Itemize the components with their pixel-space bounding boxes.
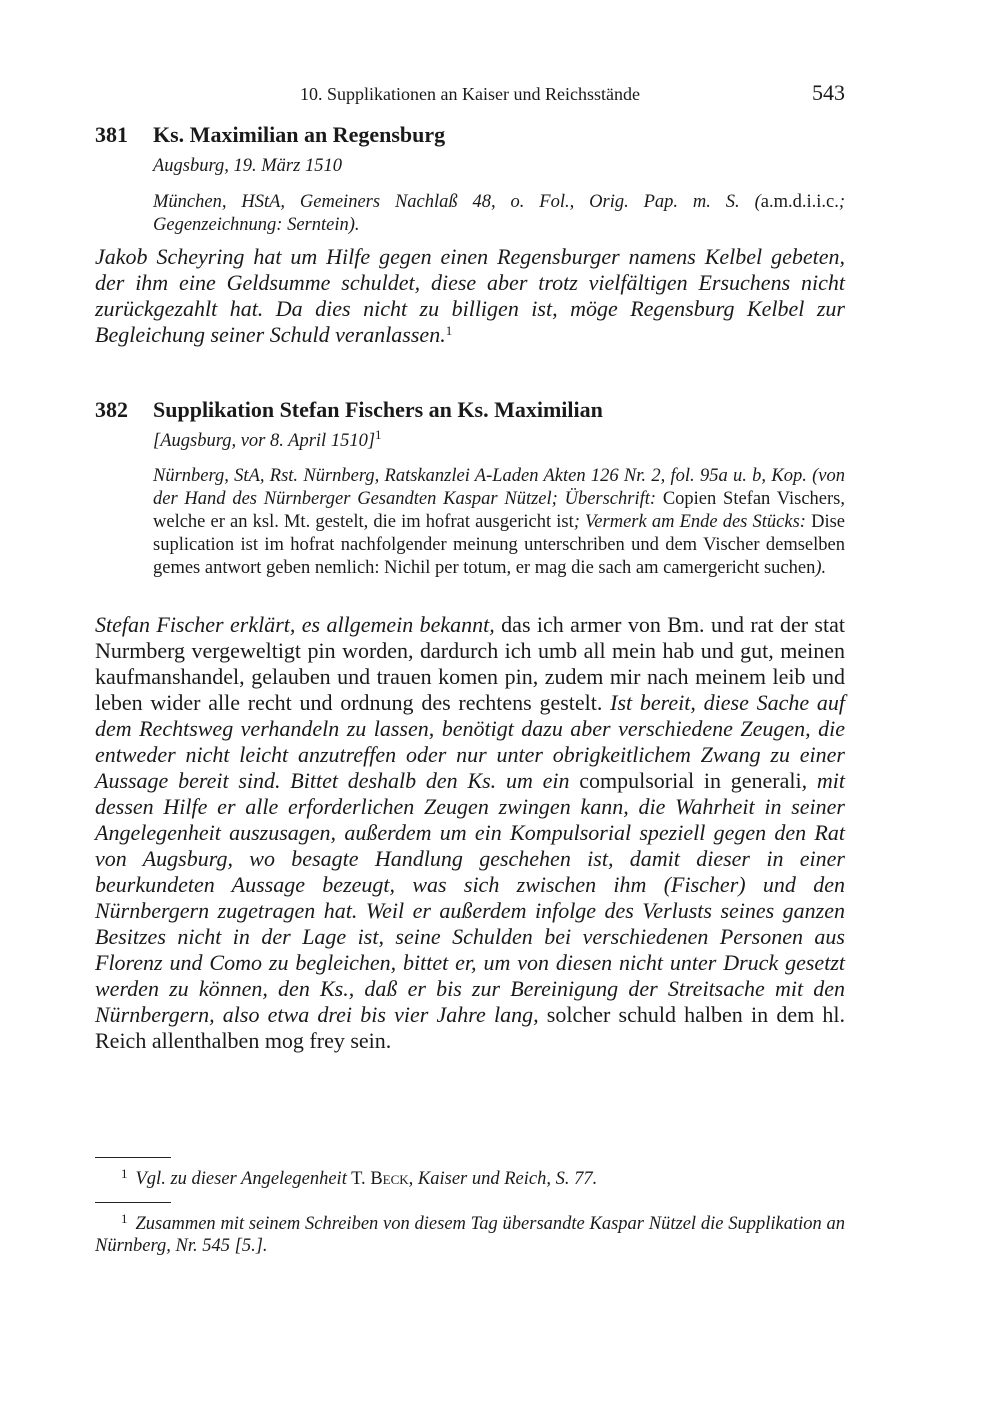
footnote-ref[interactable]: 1 (445, 323, 453, 338)
footnote-text: , Kaiser und Reich, S. 77. (408, 1169, 598, 1189)
entry-382-source (153, 465, 845, 580)
summary-text: Jakob Scheyring hat um Hilfe gegen einen Regensburger namens Kelbel gebeten, der ihm eine Geldsumme schuldet, diese aber trotz vielfältigen Ersuchens nicht zurückgezahlt hat. Da dies nicht zu billigen ist, möge Regensburg Kelbel zur Begleichung seiner Schuld veranlassen. (95, 244, 845, 347)
entry-number: 382 (95, 397, 128, 422)
body-segment: Ist bereit, diese Sache auf dem Rechtsweg verhandeln zu lassen, benötigt dazu aber verschiedene Zeugen, die entweder nicht leicht anzutreffen oder nur unter obrigkeitlichem Zwang zu einer Aussage bereit sind. Bittet deshalb den Ks. um ein (95, 690, 846, 793)
entry-381-summary (95, 244, 845, 348)
footnote-author-initial: T. (346, 1169, 371, 1189)
page-number: 543 (812, 80, 845, 105)
entry-381-source (153, 191, 845, 237)
source-text: München, HStA, Gemeiners Nachlaß 48, o. Fol., Orig. Pap. m. S. ( (153, 192, 761, 212)
body-segment: solcher schuld halben in dem hl. Reich allenthalben mog frey sein. (95, 1002, 846, 1053)
footnote-number: 1 (121, 1211, 128, 1226)
footnote-ref[interactable]: 1 (375, 427, 382, 442)
source-text: Nürnberg, StA, Rst. Nürnberg, Ratskanzlei A-Laden Akten 126 Nr. 2, fol. 95a u. b, Kop. (von der Hand des Nürnberger Gesandten Kaspar Nützel; Überschrift: (153, 466, 845, 509)
entry-382-body (95, 612, 845, 1054)
body-segment: , mit dessen Hilfe er alle erforderlichen Zeugen zwingen kann, die Wahrheit in seiner Angelegenheit auszusagen, außerdem um ein Kompulsorial speziell gegen den Rat von Augsburg, wo besagte Handlung geschehen ist, damit dieser in einer beurkundeten Aussage bezeugt, was sich zwischen ihm (Fischer) und den Nürnbergern zugetragen hat. Weil er außerdem infolge des Verlusts seines ganzen Besitzes nicht in der Lage ist, seine Schulden bei verschiedenen Personen aus Florenz und Como zu begleichen, bittet er, um von diesen nicht unter Druck gesetzt werden zu können, den Ks., daß er bis zur Bereinigung der Streitsache mit den Nürnbergern, also etwa drei bis vier Jahre lang, (95, 768, 845, 1027)
footnote-1 (95, 1163, 845, 1190)
entry-title: Supplikation Stefan Fischers an Ks. Maximilian (153, 397, 603, 422)
entry-382-date (153, 427, 845, 453)
entry-381-heading (95, 122, 445, 148)
body-segment: Stefan Fischer erklärt, es allgemein bekannt, (95, 612, 495, 637)
source-text-roman: Copien Stefan Vischers, welche er an ksl. Mt. gestelt, die im hofrat ausgericht ist (153, 489, 845, 532)
date-text: [Augsburg, vor 8. April 1510] (153, 431, 376, 451)
running-head-title: 10. Supplikationen an Kaiser und Reichsstände (300, 84, 640, 104)
entry-382-heading (95, 397, 603, 423)
body-segment: compulsorial in generali (569, 768, 802, 793)
footnote-2 (95, 1208, 845, 1257)
footnote-rule (95, 1202, 171, 1203)
entry-title: Ks. Maximilian an Regensburg (153, 122, 446, 147)
source-text: ; Gegenzeichnung: Serntein). (153, 192, 845, 235)
footnote-text: Zusammen mit seinem Schreiben von diesem Tag übersandte Kaspar Nützel die Supplikation an Nürnberg, Nr. 545 [5.]. (95, 1214, 845, 1256)
source-text-roman: Dise suplication ist im hofrat nachfolgender meinung unterschriben und dem Vischer demselben gemes antwort geben nemlich: Nichil per totum, er mag die sach am camergericht suchen (153, 512, 846, 578)
footnote-author: Beck (370, 1169, 409, 1189)
source-text: ). (815, 558, 827, 578)
entry-number: 381 (95, 122, 128, 147)
body-segment: das ich armer von Bm. und rat der stat Nurmberg vergeweltigt pin worden, dardurch ich umb all mein hab und gut, meinen kaufmanshandel, gelauben und trauen komen pin, zudem mir nach meinem leib und leben wider alle recht und ordnung des rechtens gestelt. (95, 612, 845, 715)
entry-381-date: Augsburg, 19. März 1510 (153, 156, 342, 176)
source-text-roman: a.m.d.i.i.c. (760, 192, 839, 212)
footnote-number: 1 (121, 1166, 128, 1181)
running-head (95, 80, 845, 106)
source-text: ; Vermerk am Ende des Stücks: (573, 512, 806, 532)
footnote-text: Vgl. zu dieser Angelegenheit (135, 1169, 347, 1189)
footnote-rule (95, 1157, 171, 1158)
